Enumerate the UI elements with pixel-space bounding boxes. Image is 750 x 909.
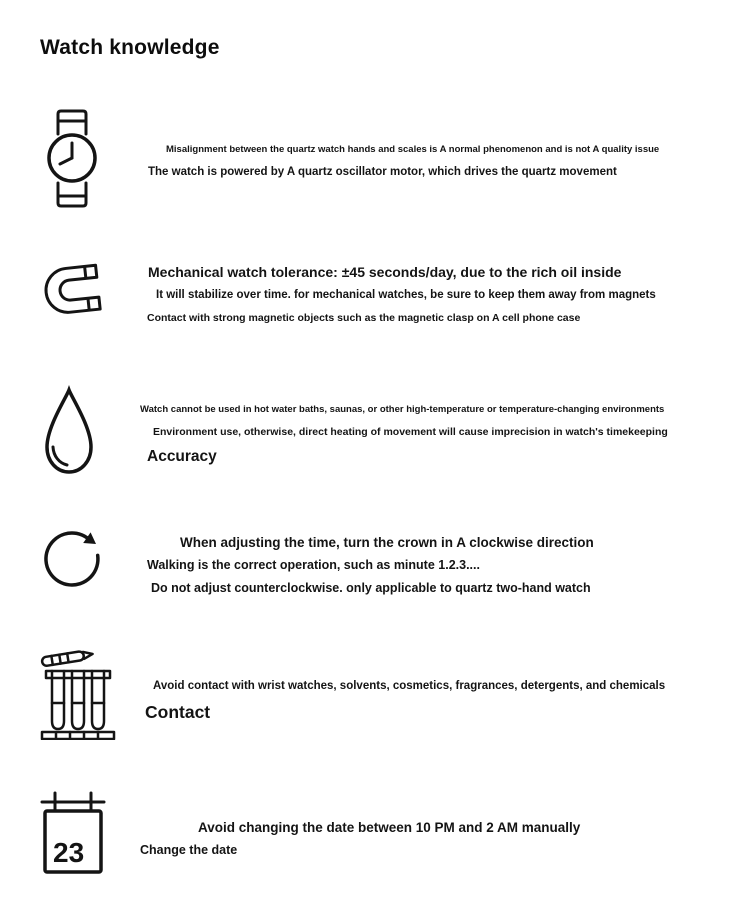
section-temperature-accuracy xyxy=(40,384,736,479)
section-magnetism xyxy=(40,259,736,330)
water-drop-icon xyxy=(40,384,116,479)
section-text xyxy=(140,106,736,184)
section-heading: Change the date xyxy=(140,843,238,857)
magnet-icon-svg xyxy=(40,259,102,325)
section-text xyxy=(140,790,736,862)
section-text xyxy=(140,384,736,470)
note-line: Misalignment between the quartz watch hands and scales is A normal phenomenon and is not A quality issue xyxy=(166,144,660,155)
note-line: Do not adjust counterclockwise. only applicable to quartz two-hand watch xyxy=(151,581,591,595)
wristwatch-icon-svg xyxy=(40,106,104,211)
clockwise-arrow-icon-svg xyxy=(40,519,104,594)
section-quartz-movement xyxy=(40,106,736,211)
wristwatch-icon xyxy=(40,106,116,211)
note-line: Walking is the correct operation, such as minute 1.2.3.... xyxy=(147,558,480,572)
calendar-icon-svg xyxy=(40,790,106,876)
section-text xyxy=(140,259,736,330)
test-tubes-icon xyxy=(40,645,116,740)
water-drop-icon-svg xyxy=(40,384,98,479)
section-date-change xyxy=(40,790,736,876)
note-line: Contact with strong magnetic objects such as the magnetic clasp on A cell phone case xyxy=(147,312,581,324)
note-line: Avoid changing the date between 10 PM and 2 AM manually xyxy=(198,820,581,835)
note-line: Avoid contact with wrist watches, solvents, cosmetics, fragrances, detergents, and chemicals xyxy=(153,680,666,692)
section-crown-adjustment xyxy=(40,519,736,600)
page-title: Watch knowledge xyxy=(40,36,220,59)
calendar-day: 23 xyxy=(53,837,85,868)
test-tubes-icon-svg xyxy=(40,645,116,740)
note-line: Environment use, otherwise, direct heating of movement will cause imprecision in watch's timekeeping xyxy=(153,426,668,438)
section-text xyxy=(140,519,736,600)
section-heading: Contact xyxy=(145,702,211,722)
clockwise-arrow-icon xyxy=(40,519,116,594)
section-chemical-contact xyxy=(40,645,736,740)
note-line: It will stabilize over time. for mechanical watches, be sure to keep them away from magnets xyxy=(156,289,656,301)
note-line: The watch is powered by A quartz oscillator motor, which drives the quartz movement xyxy=(148,166,617,178)
note-line: Mechanical watch tolerance: ±45 seconds/day, due to the rich oil inside xyxy=(148,264,622,280)
section-text xyxy=(140,645,736,726)
section-heading: Accuracy xyxy=(147,448,217,465)
calendar-icon xyxy=(40,790,116,876)
note-line: When adjusting the time, turn the crown in A clockwise direction xyxy=(180,535,594,550)
magnet-icon xyxy=(40,259,116,325)
note-line: Watch cannot be used in hot water baths, saunas, or other high-temperature or temperature-changing environments xyxy=(140,404,665,415)
